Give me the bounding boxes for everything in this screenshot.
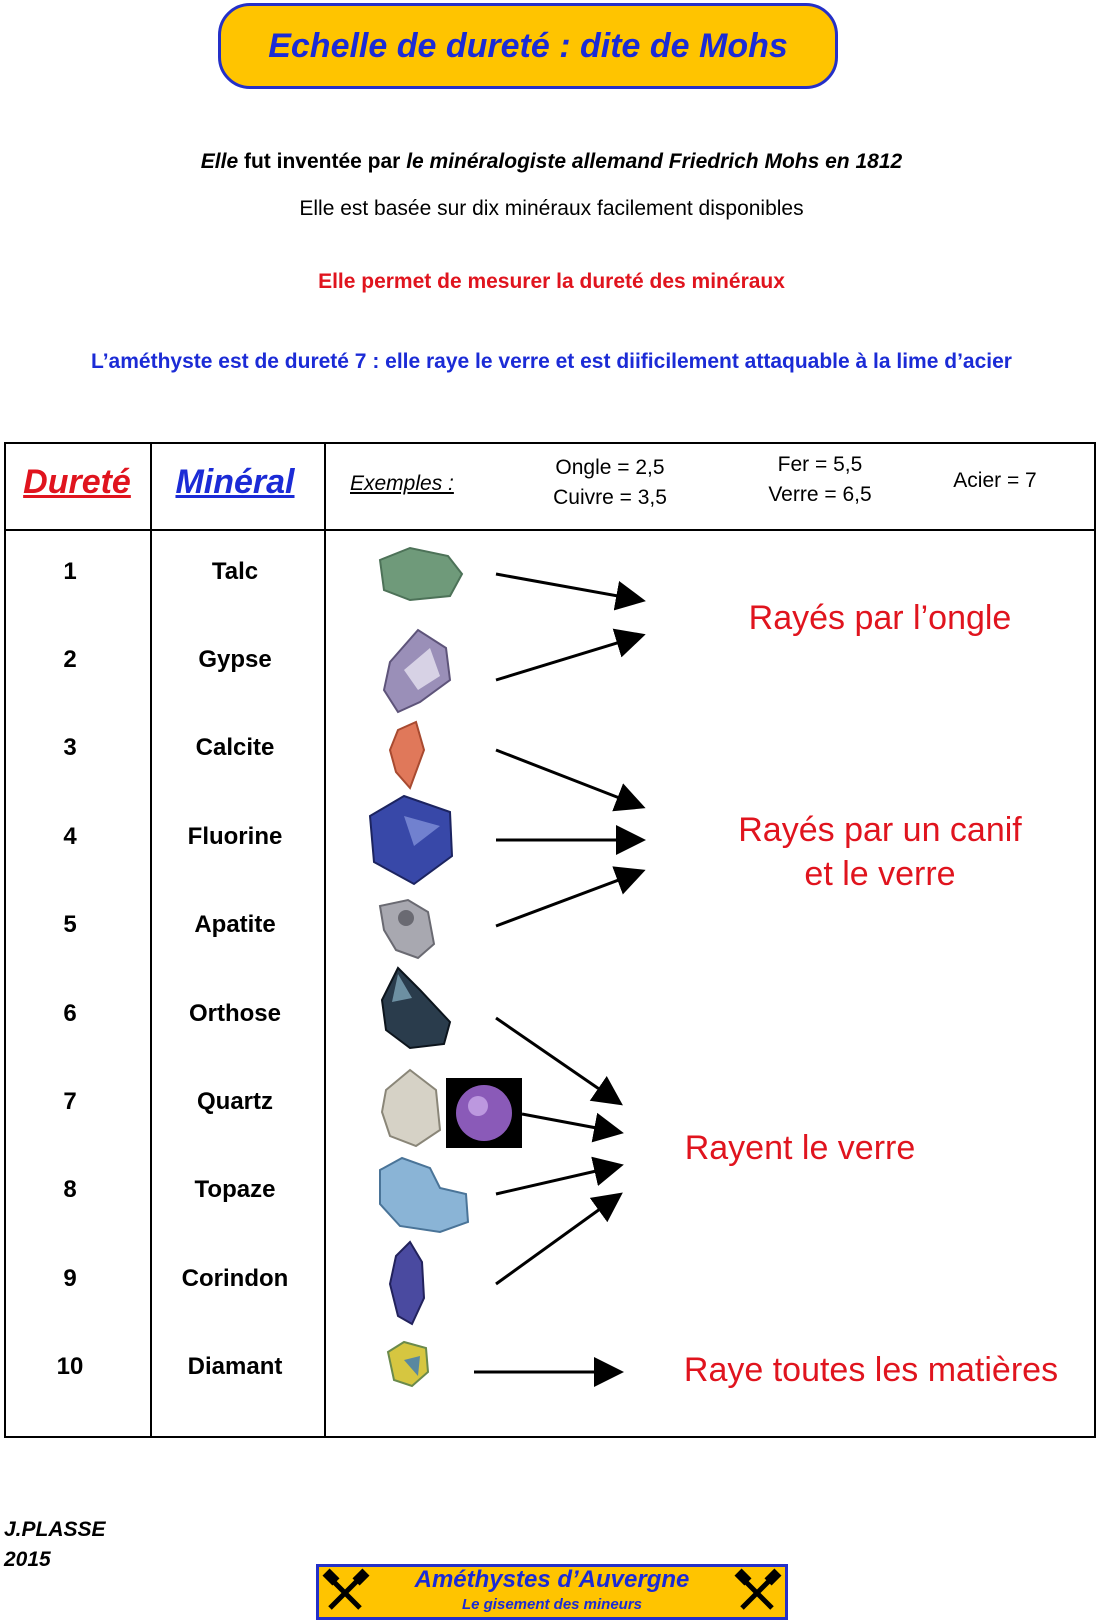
header-mineral: Minéral [175,463,295,501]
intro-line-4: L’améthyste est de dureté 7 : elle raye le verre et est diificilement attaquable à la lime d’acier [91,350,1012,373]
page-title: Echelle de dureté : dite de Mohs [218,3,838,89]
header-durete: Dureté [23,463,131,501]
intro-line-1-c: le minéralogiste allemand Friedrich Mohs en 1812 [406,150,903,173]
arrow-calcite [496,750,640,806]
author-year: 2015 [4,1548,51,1571]
row-9-durete: 9 [63,1265,77,1292]
header-acier: Acier = 7 [953,469,1037,492]
row-2-durete: 2 [63,646,77,673]
row-9-mineral: Corindon [181,1265,289,1292]
author-signature [4,1515,106,1575]
group-label-ongle: Rayés par l’ongle [748,599,1012,637]
group-label-canif [700,808,1060,896]
row-3-durete: 3 [63,734,77,761]
intro-line-1-b: fut inventée par [238,150,407,173]
intro-line-3: Elle permet de mesurer la dureté des minéraux [318,270,785,293]
arrow-gypse [496,636,640,680]
row-2-mineral: Gypse [198,646,272,673]
row-10-durete: 10 [56,1353,84,1380]
arrow-quartz [522,1114,618,1132]
row-5-durete: 5 [63,911,77,938]
arrow-talc [496,574,640,600]
arrow-topaze [496,1166,618,1194]
header-ongle: Ongle = 2,5 [555,456,665,479]
header-verre: Verre = 6,5 [768,483,872,506]
group-label-canif-line1: Rayés par un canif [738,811,1022,849]
footer-logo-subtitle: Le gisement des mineurs [461,1596,643,1613]
row-10-mineral: Diamant [187,1353,283,1380]
row-6-mineral: Orthose [188,1000,281,1027]
topaze-sample-icon [380,1158,468,1232]
author-name: J.PLASSE [4,1518,106,1541]
group-label-verre: Rayent le verre [684,1129,916,1167]
talc-sample-icon [380,548,462,600]
row-1-durete: 1 [63,558,77,585]
header-cuivre: Cuivre = 3,5 [553,486,667,509]
group-label-canif-line2: et le verre [804,855,956,893]
row-1-mineral: Talc [211,558,259,585]
header-exemples: Exemples : [350,472,454,495]
row-6-durete: 6 [63,1000,77,1027]
footer-logo-title: Améthystes d’Auvergne [414,1566,690,1593]
row-4-mineral: Fluorine [187,823,283,850]
apatite-sample-icon [380,900,434,958]
row-3-mineral: Calcite [195,734,275,761]
intro-line-2: Elle est basée sur dix minéraux facilement disponibles [299,197,804,220]
intro-line-1-a: Elle [200,150,239,173]
arrow-corindon [496,1196,618,1284]
quartz-sample-icon [382,1070,440,1146]
corindon-sample-icon [390,1242,424,1324]
row-7-durete: 7 [63,1088,77,1115]
row-8-mineral: Topaze [194,1176,276,1203]
row-4-durete: 4 [63,823,77,850]
row-5-mineral: Apatite [194,911,276,938]
arrow-apatite [496,872,640,926]
group-label-toutes: Raye toutes les matières [683,1351,1059,1389]
header-fer: Fer = 5,5 [777,453,863,476]
fluorine-sample-icon [370,796,452,884]
row-7-mineral: Quartz [196,1088,273,1115]
orthose-sample-icon [382,968,450,1048]
row-8-durete: 8 [63,1176,77,1203]
calcite-sample-icon [390,722,424,788]
